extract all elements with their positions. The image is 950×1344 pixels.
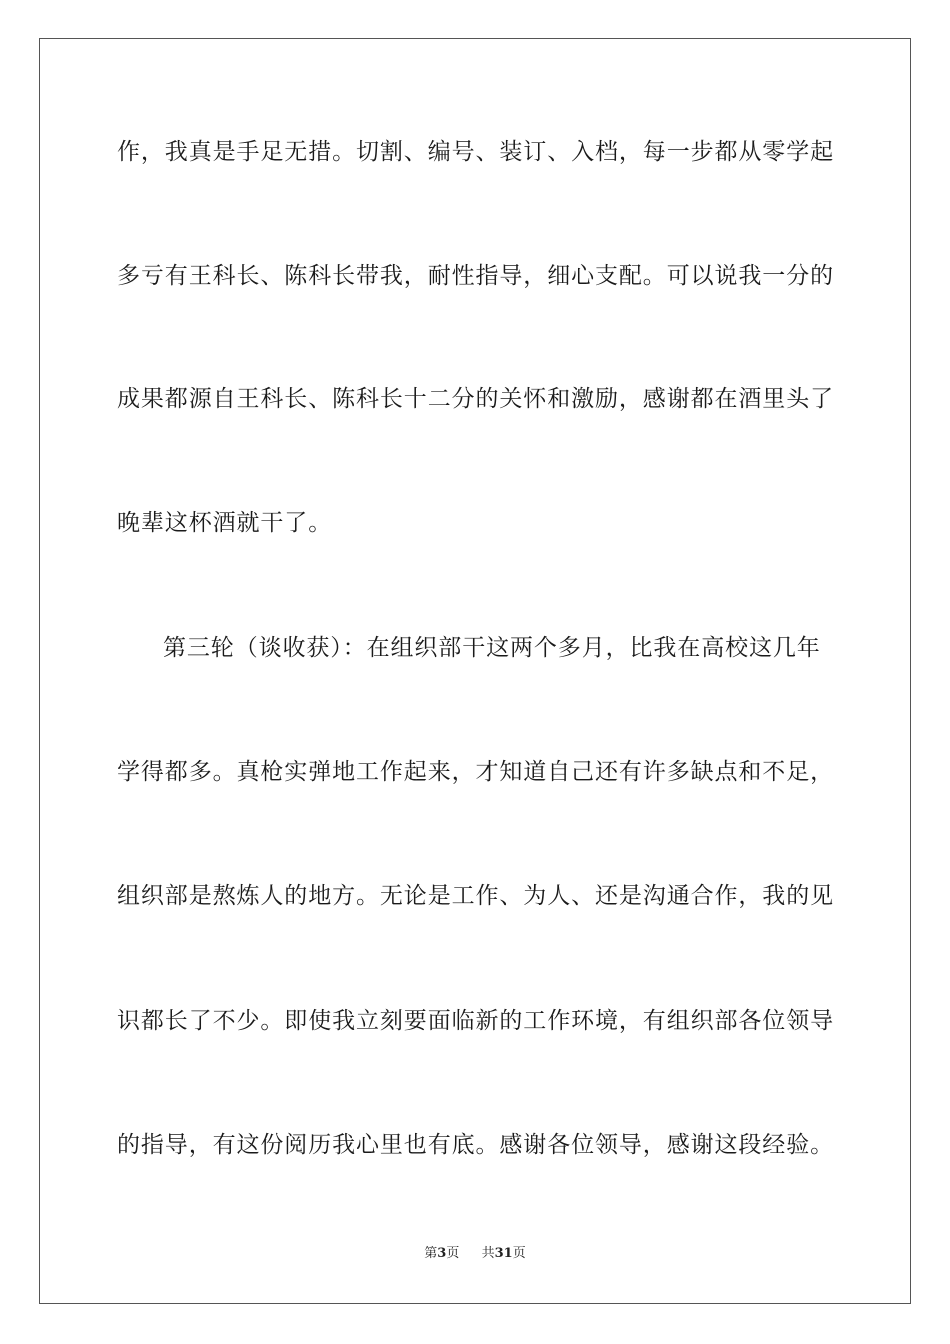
- page-border: [39, 38, 911, 1304]
- text-line: 组织部是熬炼人的地方。无论是工作、为人、还是沟通合作，我的见: [117, 883, 834, 909]
- text-line: 学得都多。真枪实弹地工作起来，才知道自己还有许多缺点和不足，: [117, 759, 834, 785]
- text-line: 识都长了不少。即使我立刻要面临新的工作环境，有组织部各位领导: [117, 1008, 834, 1034]
- text-line: 多亏有王科长、陈科长带我，耐性指导，细心支配。可以说我一分的: [117, 263, 834, 289]
- text-line: 作，我真是手足无措。切割、编号、装订、入档，每一步都从零学起: [117, 139, 834, 165]
- text-line: 成果都源自王科长、陈科长十二分的关怀和激励，感谢都在酒里头了: [117, 386, 834, 412]
- total-pages-number: 31: [494, 1246, 513, 1261]
- current-page-number: 3: [437, 1246, 447, 1261]
- page-number-label: 第3页: [424, 1246, 460, 1261]
- page-footer: [0, 1245, 950, 1263]
- text-line: 的指导，有这份阅历我心里也有底。感谢各位领导，感谢这段经验。: [117, 1132, 834, 1158]
- text-line: 晚辈这杯酒就干了。: [117, 510, 333, 536]
- paragraph-start-line: 第三轮（谈收获）：在组织部干这两个多月，比我在高校这几年: [163, 635, 821, 661]
- total-pages-label: 共31页: [481, 1246, 526, 1261]
